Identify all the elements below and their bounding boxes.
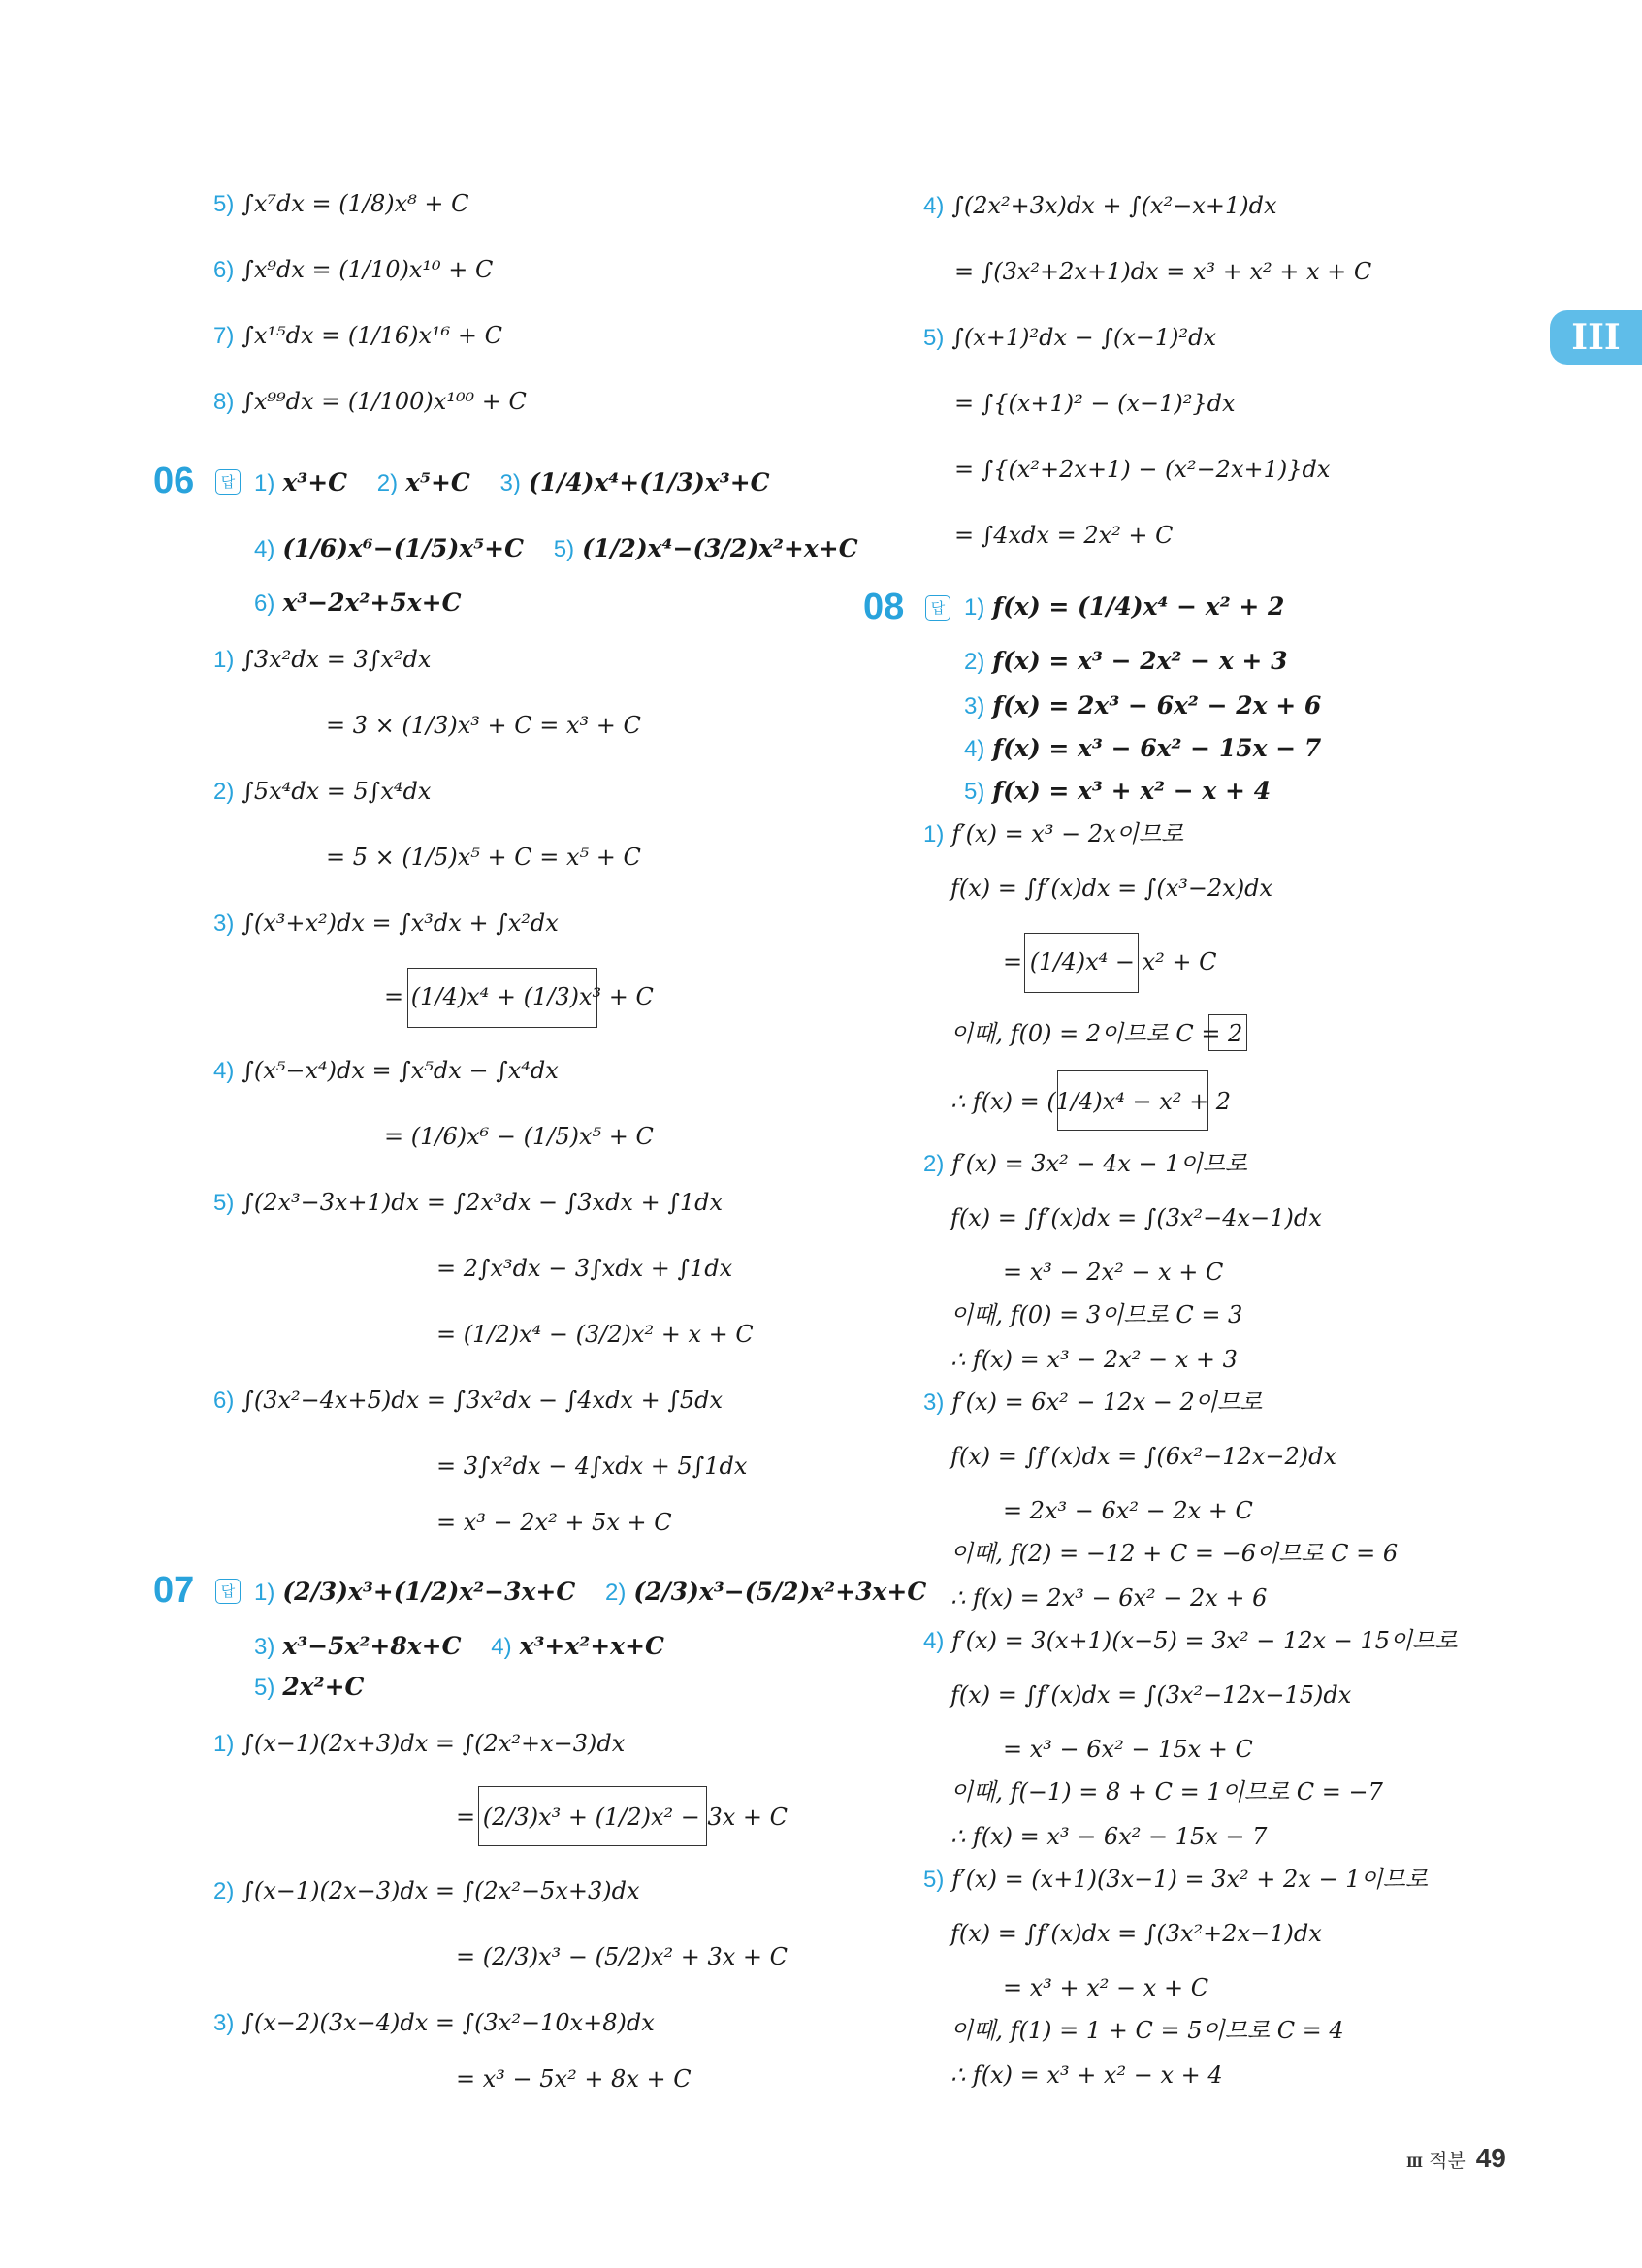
step-label: 6) [213, 1388, 235, 1414]
step-text: = ∫4xdx = 2x² + C [954, 522, 1174, 549]
solution-line [923, 816, 1183, 852]
answer-text: (2/3)x³+(1/2)x²−3x+C [282, 1578, 576, 1606]
left-top-item [213, 318, 502, 354]
item-text: ∫x⁹dx = (1/10)x¹⁰ + C [241, 256, 494, 283]
left-top-item [213, 252, 493, 288]
step-text: ∫(2x²+3x)dx + ∫(x²−x+1)dx [951, 192, 1277, 219]
step-text: ∴ f(x) = x³ + x² − x + 4 [950, 2061, 1223, 2089]
step-text: f′(x) = (x+1)(3x−1) = 3x² + 2x − 1이므로 [951, 1866, 1429, 1893]
step-text: = (2/3)x³ − (5/2)x² + 3x + C [456, 1943, 789, 1970]
step-text: f′(x) = 6x² − 12x − 2이므로 [951, 1389, 1263, 1416]
step-text: f(x) = ∫f′(x)dx = ∫(6x²−12x−2)dx [950, 1443, 1336, 1470]
step-text: ∴ f(x) = (1/4)x⁴ − x² + 2 [950, 1088, 1232, 1115]
solution-line [213, 774, 431, 810]
solution-line [923, 320, 1216, 356]
step-text: ∴ f(x) = x³ − 2x² − x + 3 [950, 1346, 1238, 1373]
answer-label: 5) [964, 779, 985, 805]
step-text: = 3∫x²dx − 4∫xdx + 5∫1dx [436, 1453, 748, 1480]
answer-label: 3) [499, 470, 521, 496]
solution-line [950, 871, 1272, 906]
item-text: ∫x⁷dx = (1/8)x⁸ + C [241, 190, 469, 217]
step-text: = (1/4)x⁴ − x² + C [1003, 948, 1217, 975]
step-label: 5) [923, 1867, 945, 1893]
solution-line [436, 1251, 732, 1286]
answer-label: 5) [553, 536, 575, 562]
step-text: ∴ f(x) = 2x³ − 6x² − 2x + 6 [950, 1584, 1268, 1612]
solution-line-boxed [384, 979, 654, 1014]
p06-answers-row2 [254, 531, 858, 567]
answer-text: f(x) = x³ + x² − x + 4 [992, 777, 1272, 805]
step-label: 3) [213, 2010, 235, 2036]
answer-label: 1) [254, 1580, 275, 1606]
step-text: f(x) = ∫f′(x)dx = ∫(3x²+2x−1)dx [950, 1920, 1322, 1947]
solution-line-boxed [950, 1084, 1231, 1119]
solution-line [950, 1297, 1242, 1332]
answer-mark: 답 [925, 595, 950, 621]
step-text: = 2x³ − 6x² − 2x + C [1003, 1497, 1253, 1524]
solution-line [954, 254, 1371, 289]
solution-line [436, 1449, 747, 1484]
answer-label: 2) [376, 470, 399, 496]
answer-text: f(x) = 2x³ − 6x² − 2x + 6 [992, 691, 1322, 719]
step-text: ∫(x−2)(3x−4)dx = ∫(3x²−10x+8)dx [241, 2009, 655, 2036]
step-text: ∫(x−1)(2x−3)dx = ∫(2x²−5x+3)dx [241, 1877, 640, 1904]
page-footer [1406, 2143, 1506, 2174]
answer-text: (2/3)x³−(5/2)x²+3x+C [633, 1578, 927, 1606]
step-label: 2) [213, 779, 235, 805]
solution-line [384, 1119, 654, 1154]
step-text: f(x) = ∫f′(x)dx = ∫(3x²−12x−15)dx [950, 1681, 1352, 1709]
step-text: ∫(x+1)²dx − ∫(x−1)²dx [951, 324, 1217, 351]
p08-answer [964, 731, 1321, 767]
answer-mark: 답 [215, 1579, 241, 1604]
solution-line [950, 1774, 1383, 1809]
solution-line [954, 386, 1236, 421]
solution-line [1003, 1732, 1253, 1767]
answer-text: f(x) = x³ − 6x² − 15x − 7 [992, 734, 1322, 762]
answer-label: 4) [964, 736, 985, 762]
solution-line [213, 1726, 625, 1762]
section-title: 적분 [1429, 2151, 1466, 2172]
item-label: 7) [213, 323, 235, 349]
step-label: 3) [213, 910, 235, 937]
answer-label: 1) [254, 470, 275, 496]
solution-line [923, 1623, 1458, 1659]
step-text: ∫3x²dx = 3∫x²dx [241, 646, 432, 673]
solution-line [213, 1383, 723, 1419]
solution-line [213, 1053, 559, 1089]
step-label: 1) [923, 821, 945, 847]
answer-label: 6) [254, 591, 275, 617]
item-label: 5) [213, 191, 235, 217]
step-text: f′(x) = x³ − 2x이므로 [951, 820, 1184, 847]
solution-line [950, 2058, 1223, 2092]
section-numeral: Ⅲ [1406, 2156, 1424, 2171]
p08-answer [964, 774, 1271, 810]
p06-answers-row1 [254, 465, 770, 501]
step-text: ∫5x⁴dx = 5∫x⁴dx [241, 778, 432, 805]
step-text: f′(x) = 3(x+1)(x−5) = 3x² − 12x − 15이므로 [951, 1627, 1458, 1654]
p08-answer [964, 688, 1321, 724]
step-text: = (1/6)x⁶ − (1/5)x⁵ + C [384, 1123, 654, 1150]
solution-line [923, 1385, 1262, 1421]
answer-text: x⁵+C [405, 468, 470, 496]
step-text: = (1/4)x⁴ + (1/3)x³ + C [384, 983, 654, 1010]
solution-line [326, 840, 641, 875]
step-text: ∴ f(x) = x³ − 6x² − 15x − 7 [950, 1823, 1268, 1850]
step-text: ∫(3x²−4x+5)dx = ∫3x²dx − ∫4xdx + ∫5dx [241, 1387, 723, 1414]
p08-answer [964, 644, 1287, 680]
step-text: ∫(x³+x²)dx = ∫x³dx + ∫x²dx [241, 910, 559, 937]
step-label: 1) [213, 1731, 235, 1757]
step-text: 이때, f(0) = 2이므로 C = 2 [950, 1020, 1243, 1047]
solution-line [1003, 1970, 1208, 2005]
answer-mark: 답 [215, 469, 241, 495]
step-text: = x³ − 5x² + 8x + C [456, 2065, 692, 2092]
answer-text: (1/2)x⁴−(3/2)x²+x+C [582, 534, 858, 562]
answer-text: x³+C [282, 468, 348, 496]
solution-line [923, 1146, 1247, 1182]
solution-line [1003, 1493, 1253, 1528]
step-text: 이때, f(2) = −12 + C = −6이므로 C = 6 [950, 1540, 1399, 1567]
solution-line [326, 708, 641, 743]
answer-label: 2) [604, 1580, 627, 1606]
p08-answer [964, 590, 1284, 625]
step-label: 5) [213, 1190, 235, 1216]
answer-label: 4) [491, 1634, 512, 1660]
solution-line-boxed [1003, 944, 1217, 979]
answer-text: x³−2x²+5x+C [282, 589, 462, 617]
solution-line [213, 1873, 640, 1909]
solution-line [436, 1317, 754, 1352]
answer-text: (1/6)x⁶−(1/5)x⁵+C [282, 534, 525, 562]
solution-line [950, 1536, 1398, 1571]
left-top-item [213, 384, 527, 420]
solution-line [213, 2005, 655, 2041]
problem-number-07: 07 [153, 1570, 195, 1611]
step-text: = (1/2)x⁴ − (3/2)x² + x + C [436, 1321, 754, 1348]
solution-line [950, 1342, 1238, 1377]
answer-label: 3) [254, 1634, 275, 1660]
step-text: = x³ − 2x² + 5x + C [436, 1509, 672, 1536]
solution-line [950, 2013, 1344, 2048]
p06-answers-row3 [254, 586, 462, 622]
problem-number-06: 06 [153, 461, 195, 501]
step-label: 4) [213, 1058, 235, 1084]
problem-number-08: 08 [863, 587, 905, 627]
step-text: = x³ − 2x² − x + C [1003, 1259, 1224, 1286]
chapter-tab: III [1550, 310, 1642, 365]
step-text: = x³ − 6x² − 15x + C [1003, 1736, 1253, 1763]
solution-line [950, 1200, 1322, 1235]
step-text: ∫(x⁵−x⁴)dx = ∫x⁵dx − ∫x⁴dx [241, 1057, 559, 1084]
step-label: 4) [923, 193, 945, 219]
solution-line [950, 1439, 1336, 1474]
step-text: = 5 × (1/5)x⁵ + C = x⁵ + C [326, 844, 641, 871]
item-text: ∫x⁹⁹dx = (1/100)x¹⁰⁰ + C [241, 388, 527, 415]
step-label: 3) [923, 1390, 945, 1416]
p07-answers-row2 [254, 1629, 664, 1665]
step-text: = ∫{(x²+2x+1) − (x²−2x+1)}dx [954, 456, 1331, 483]
step-text: ∫(x−1)(2x+3)dx = ∫(2x²+x−3)dx [241, 1730, 626, 1757]
answer-label: 1) [964, 594, 985, 621]
step-text: ∫(2x³−3x+1)dx = ∫2x³dx − ∫3xdx + ∫1dx [241, 1189, 723, 1216]
p07-answers-row3 [254, 1670, 364, 1706]
step-text: 이때, f(1) = 1 + C = 5이므로 C = 4 [950, 2017, 1344, 2044]
solution-line [950, 1677, 1351, 1712]
step-text: = 2∫x³dx − 3∫xdx + ∫1dx [436, 1255, 733, 1282]
item-label: 6) [213, 257, 235, 283]
step-label: 2) [923, 1151, 945, 1177]
answer-text: x³+x²+x+C [519, 1632, 664, 1660]
answer-text: (1/4)x⁴+(1/3)x³+C [528, 468, 770, 496]
step-text: = x³ + x² − x + C [1003, 1974, 1209, 2001]
step-label: 4) [923, 1628, 945, 1654]
solution-line [436, 1505, 672, 1540]
step-label: 5) [923, 325, 945, 351]
step-label: 2) [213, 1878, 235, 1904]
answer-text: f(x) = (1/4)x⁴ − x² + 2 [992, 592, 1285, 621]
solution-line [456, 1939, 788, 1974]
solution-line [954, 452, 1330, 487]
solution-line-boxed [456, 1800, 788, 1835]
solution-line [923, 1862, 1428, 1898]
step-text: 이때, f(0) = 3이므로 C = 3 [950, 1301, 1243, 1328]
step-text: f(x) = ∫f′(x)dx = ∫(3x²−4x−1)dx [950, 1204, 1322, 1231]
solution-line [1003, 1255, 1223, 1290]
answer-label: 4) [254, 536, 275, 562]
answer-text: f(x) = x³ − 2x² − x + 3 [992, 647, 1288, 675]
step-text: 이때, f(−1) = 8 + C = 1이므로 C = −7 [950, 1778, 1383, 1805]
step-label: 1) [213, 647, 235, 673]
solution-line [213, 906, 559, 942]
step-text: = ∫{(x+1)² − (x−1)²}dx [954, 390, 1236, 417]
solution-line [954, 518, 1173, 553]
answer-label: 5) [254, 1675, 275, 1701]
answer-label: 3) [964, 693, 985, 719]
answer-text: x³−5x²+8x+C [282, 1632, 462, 1660]
solution-line [950, 1819, 1267, 1854]
item-text: ∫x¹⁵dx = (1/16)x¹⁶ + C [241, 322, 503, 349]
solution-line [456, 2061, 692, 2096]
solution-line [950, 1916, 1322, 1951]
page-number: 49 [1475, 2143, 1506, 2173]
step-text: = (2/3)x³ + (1/2)x² − 3x + C [456, 1804, 789, 1831]
solution-line [923, 188, 1277, 224]
answer-text: 2x²+C [282, 1673, 365, 1701]
step-text: = ∫(3x²+2x+1)dx = x³ + x² + x + C [954, 258, 1372, 285]
step-text: f′(x) = 3x² − 4x − 1이므로 [951, 1150, 1248, 1177]
solution-line [950, 1581, 1267, 1615]
step-text: f(x) = ∫f′(x)dx = ∫(x³−2x)dx [950, 875, 1273, 902]
item-label: 8) [213, 389, 235, 415]
left-top-item [213, 186, 469, 222]
answer-label: 2) [964, 649, 985, 675]
solution-line [950, 1016, 1242, 1051]
solution-line [213, 1185, 723, 1221]
solution-line [213, 642, 431, 678]
p07-answers-row1 [254, 1575, 926, 1611]
step-text: = 3 × (1/3)x³ + C = x³ + C [326, 712, 641, 739]
